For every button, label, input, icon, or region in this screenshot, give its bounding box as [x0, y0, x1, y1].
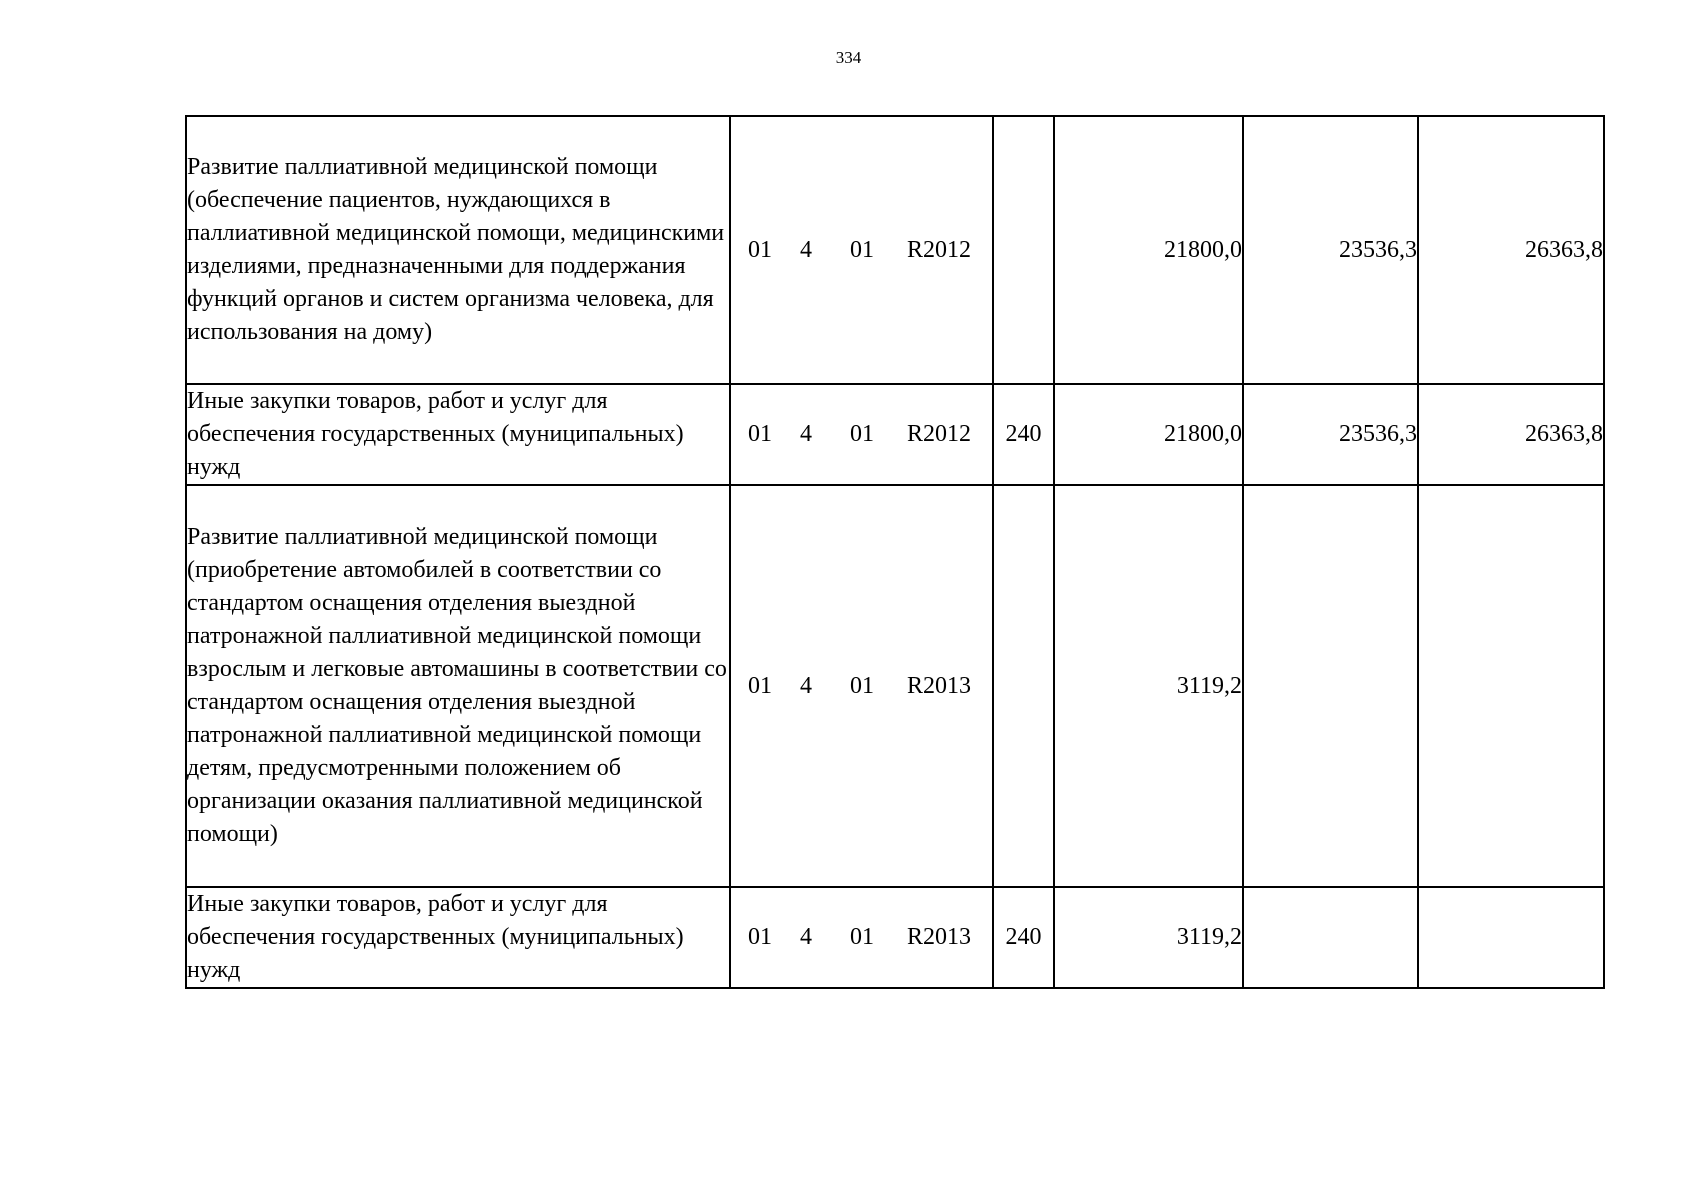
amount-year-1: 21800,0: [1054, 116, 1243, 384]
section-code: 01: [748, 421, 772, 447]
expense-type-code: [993, 116, 1054, 384]
page-number: 334: [835, 48, 862, 67]
article-code: R2012: [907, 421, 972, 447]
classification-codes-cell: [730, 485, 993, 887]
expense-type-code: [993, 485, 1054, 887]
amount-year-2: [1243, 887, 1418, 988]
budget-table: [185, 115, 1605, 989]
amount-year-3: [1418, 485, 1604, 887]
amount-year-3: 26363,8: [1418, 116, 1604, 384]
table-row: [186, 887, 1604, 988]
row-description: Развитие паллиативной медицинской помощи (обеспечение пациентов, нуждающихся в паллиативной медицинской помощи, медицинскими изделиями, предназначенными для поддержания функций органов и систем организма человека, для использования на дому): [186, 116, 730, 384]
amount-year-2: [1243, 485, 1418, 887]
table-row: [186, 485, 1604, 887]
program-code: 01: [850, 236, 874, 263]
amount-year-1: 21800,0: [1054, 384, 1243, 485]
row-description: Развитие паллиативной медицинской помощи (приобретение автомобилей в соответствии со стандартом оснащения отделения выездной патронажной паллиативной медицинской помощи взрослым и легковые автомашины в соответствии со стандартом оснащения отделения выездной патронажной паллиативной медицинской помощи детям, предусмотренными положением об организации оказания паллиативной медицинской помощи): [186, 485, 730, 887]
row-description: Иные закупки товаров, работ и услуг для обеспечения государственных (муниципальных) нужд: [186, 384, 730, 485]
program-code: 01: [850, 421, 874, 447]
amount-year-2: 23536,3: [1243, 116, 1418, 384]
subprogram-code: 4: [800, 924, 812, 950]
classification-codes-cell: [730, 384, 993, 485]
section-code: 01: [748, 236, 772, 263]
section-code: 01: [748, 672, 772, 699]
amount-year-2: 23536,3: [1243, 384, 1418, 485]
classification-codes-cell: [730, 116, 993, 384]
table-row: [186, 384, 1604, 485]
amount-year-3: 26363,8: [1418, 384, 1604, 485]
amount-year-1: 3119,2: [1054, 485, 1243, 887]
amount-year-1: 3119,2: [1054, 887, 1243, 988]
amount-year-3: [1418, 887, 1604, 988]
article-code: R2013: [907, 924, 972, 950]
subprogram-code: 4: [800, 421, 812, 447]
row-description: Иные закупки товаров, работ и услуг для обеспечения государственных (муниципальных) нужд: [186, 887, 730, 988]
classification-codes-cell: [730, 887, 993, 988]
table-row: [186, 116, 1604, 384]
expense-type-code: 240: [993, 887, 1054, 988]
section-code: 01: [748, 924, 772, 950]
article-code: R2013: [907, 672, 972, 699]
article-code: R2012: [907, 236, 972, 263]
program-code: 01: [850, 672, 874, 699]
program-code: 01: [850, 924, 874, 950]
subprogram-code: 4: [800, 672, 812, 699]
expense-type-code: 240: [993, 384, 1054, 485]
subprogram-code: 4: [800, 236, 812, 263]
